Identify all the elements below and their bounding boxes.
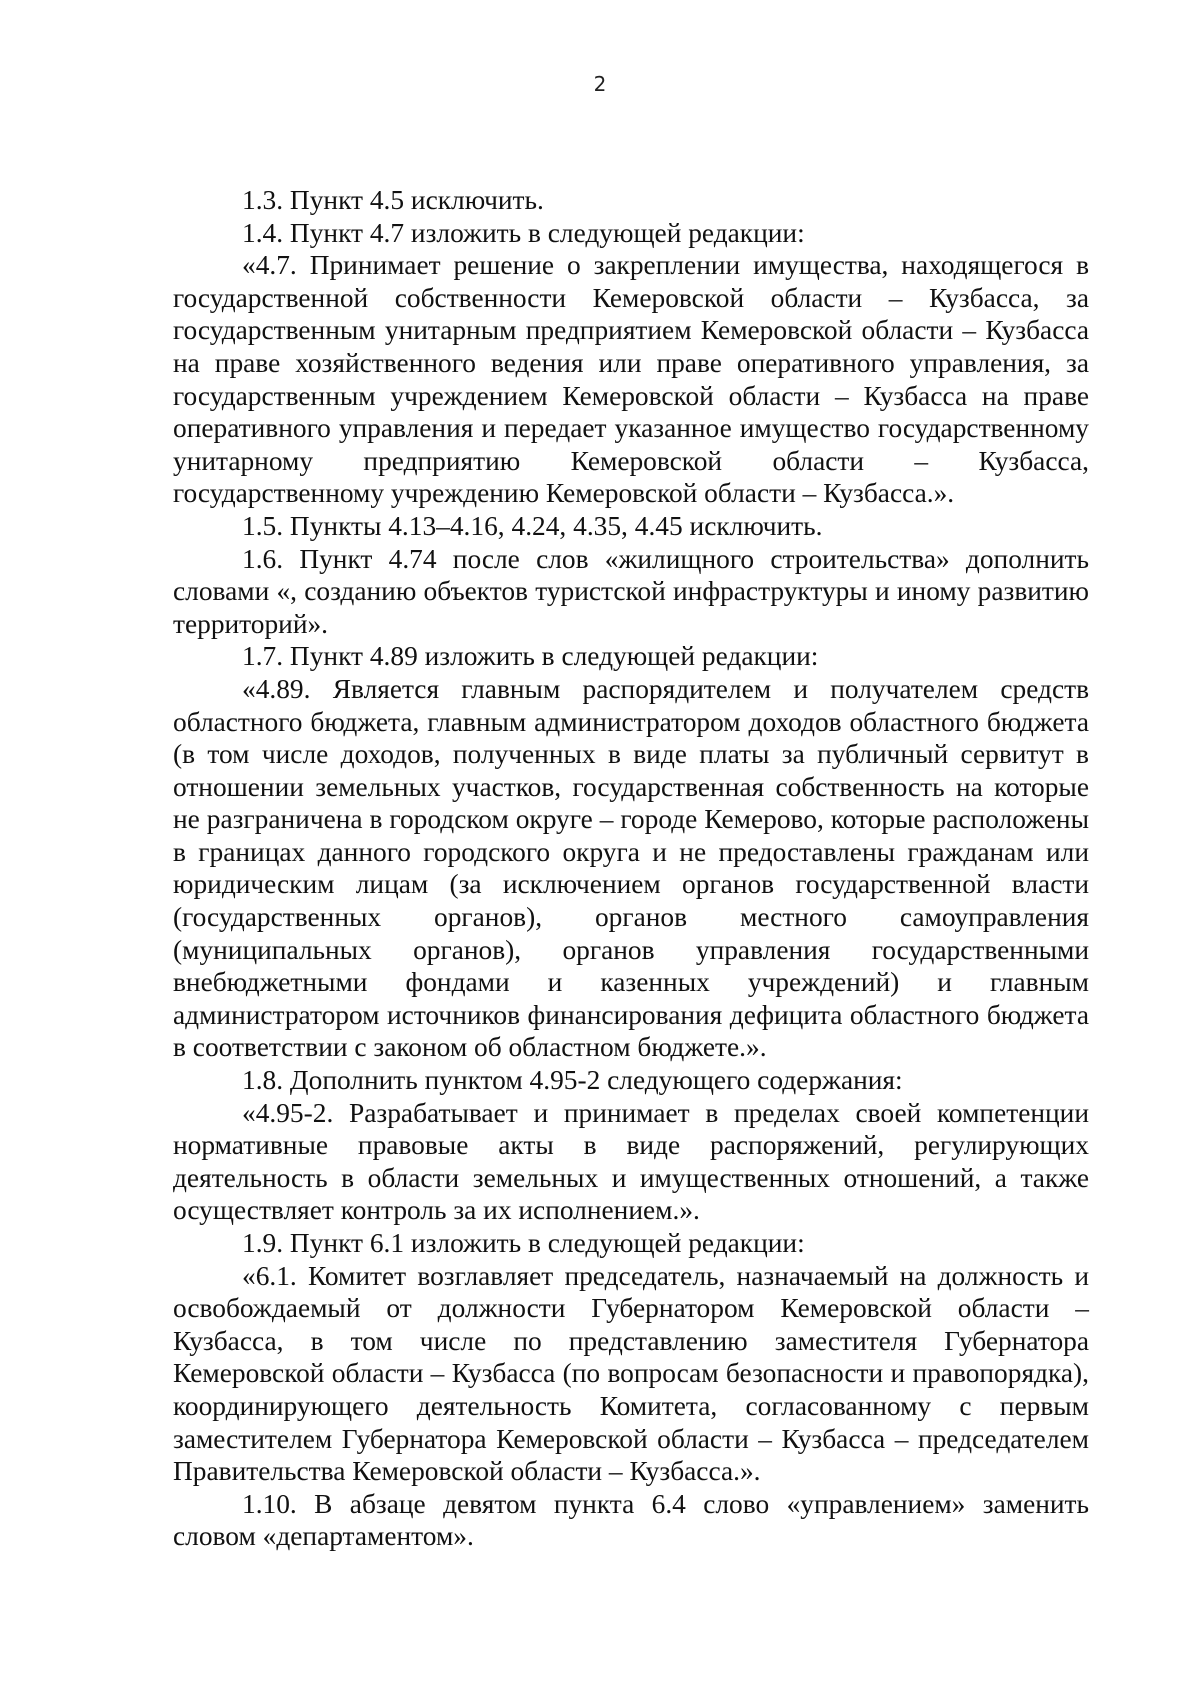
paragraph-1-8: 1.8. Дополнить пунктом 4.95-2 следующего содержания: [242,1065,903,1096]
paragraph-4-89-text: «4.89. Является главным распорядителем и получателем средств областного бюджета, главным администратором доходов областного бюджета (в том числе доходов, полученных в виде платы за публичный сервитут в отношении земельных участков, государственная собственность на которые не разграничена в городском округе – городе Кемерово, которые расположены в границах данного городского округа и не предоставлены гражданам или юридическим лицам (за исключением органов государственной власти (государственных органов), органов местного самоуправления (муниципальных органов), органов управления государственными внебюджетными фондами и казенных учреждений) и главным администратором источников финансирования дефицита областного бюджета в соответствии с законом об областном бюджете.». [173,673,1089,1063]
document-body [173,184,1089,1553]
paragraph-1-9: 1.9. Пункт 6.1 изложить в следующей редакции: [242,1228,805,1258]
paragraph-4-95-2-text: «4.95-2. Разрабатывает и принимает в пределах своей компетенции нормативные правовые акты в виде распоряжений, регулирующих деятельность в области земельных и имущественных отношений, а также осуществляет контроль за их исполнением.». [173,1097,1089,1226]
paragraph-1-3: 1.3. Пункт 4.5 исключить. [242,185,544,215]
paragraph-1-4: 1.4. Пункт 4.7 изложить в следующей редакции: [242,217,805,248]
paragraph-6-1-text: «6.1. Комитет возглавляет председатель, назначаемый на должность и освобождаемый от должности Губернатором Кемеровской области – Кузбасса, в том числе по представлению заместителя Губернатора Кемеровской области – Кузбасса (по вопросам безопасности и правопорядка), координирующего деятельность Комитета, согласованному с первым заместителем Губернатора Кемеровской области – Кузбасса – председателем Правительства Кемеровской области – Кузбасса.». [173,1260,1089,1487]
paragraph-4-7-text: «4.7. Принимает решение о закреплении имущества, находящегося в государственной собственности Кемеровской области – Кузбасса, за государственным унитарным предприятием Кемеровской области – Кузбасса на праве хозяйственного ведения или праве оперативного управления, за государственным учреждением Кемеровской области – Кузбасса на праве оперативного управления и передает указанное имущество государственному унитарному предприятию Кемеровской области – Кузбасса, государственному учреждению Кемеровской области – Кузбасса.». [173,250,1089,509]
paragraph-1-7: 1.7. Пункт 4.89 изложить в следующей редакции: [242,641,819,672]
paragraph-1-5: 1.5. Пункты 4.13–4.16, 4.24, 4.35, 4.45 исключить. [242,510,823,541]
paragraph-1-6: 1.6. Пункт 4.74 после слов «жилищного строительства» дополнить словами «, созданию объектов туристской инфраструктуры и иному развитию территорий». [173,543,1089,639]
paragraph-1-10: 1.10. В абзаце девятом пункта 6.4 слово «управлением» заменить словом «департаментом». [173,1488,1089,1552]
page-number: 2 [593,72,607,96]
